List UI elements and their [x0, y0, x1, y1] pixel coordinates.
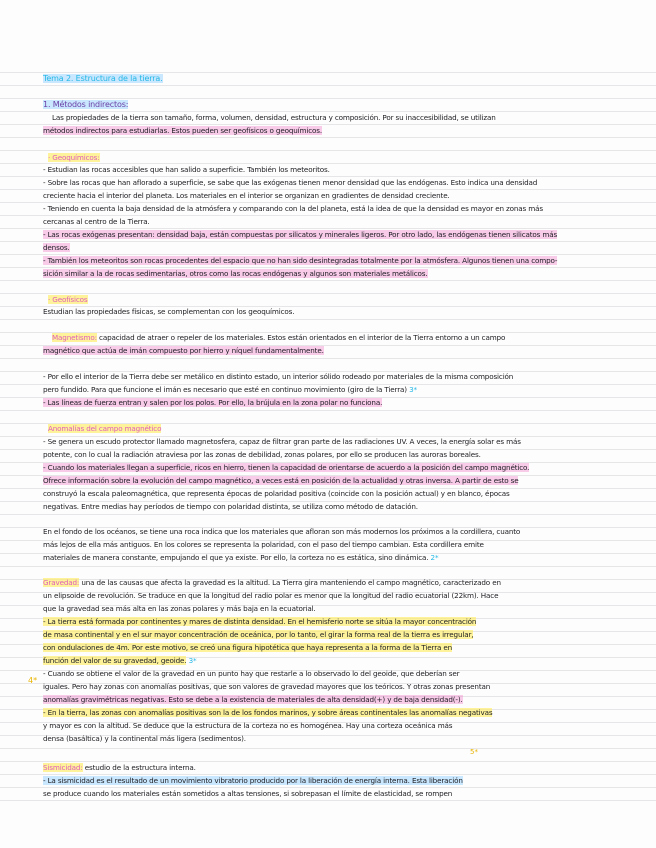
geoquimicos-line-text: - También los meteoritos son rocas procedentes del espacio que no han sido desintegradas totalmente por la atmósfera. Algunos tienen una compo-: [43, 256, 558, 265]
geofisicos-heading: [48, 295, 88, 305]
geoquimicos-line: [43, 256, 557, 266]
gravedad-line: [43, 617, 476, 627]
gravedad-line: un elipsoide de revolución. Se traduce en que la longitud del radio polar es menor que la longitud del radio ecuatorial (22km). Hace: [43, 591, 499, 600]
intro-line-1: Las propiedades de la tierra son tamaño, forma, volumen, densidad, estructura y composición. Por su inaccesibilidad, se utilizan: [52, 113, 496, 122]
anomalias-line: negativas. Entre medias hay períodos de tiempo con polaridad distinta, se utiliza como método de datación.: [43, 502, 418, 511]
gravedad-line-text: - La tierra está formada por continentes y mares de distinta densidad. En el hemisferio norte se sitúa la mayor concentración: [43, 617, 477, 626]
gravedad-line: y mayor es con la altitud. Se deduce que la estructura de la corteza no es homogénea. Hay una corteza oceánica más: [43, 721, 453, 730]
gravedad-line-text: densa (basáltica) y la continental más ligera (sedimentos).: [43, 734, 246, 743]
anomalias-line-text: - Cuando los materiales llegan a superficie, ricos en hierro, tienen la capacidad de orientarse de acuerdo a la posición del campo magnético.: [43, 463, 530, 472]
geoquimicos-line: - Sobre las rocas que han aflorado a superficie, se sabe que las exógenas tienen menor densidad que las endógenas. Esto indica una densidad: [43, 178, 538, 187]
magnetismo-term: Magnetismo:: [52, 333, 97, 342]
intro-line-2: [43, 126, 322, 136]
oceanos-line: más lejos de ella más antiguos. En los colores se representa la polaridad, con el paso del tiempo cambian. Esta cordillera emite: [43, 540, 484, 549]
anomalias-heading: [48, 424, 161, 434]
anomalias-line: potente, con lo cual la radiación atraviesa por las zonas de debilidad, zonas polares, por ello se producen las auroras boreales.: [43, 450, 481, 459]
anomalias-heading-text: Anomalías del campo magnético: [48, 424, 162, 433]
oceanos-line: [43, 553, 438, 563]
anomalias-line: [43, 463, 529, 473]
gravedad-line-text: de masa continental y en el sur mayor concentración de oceánica, por lo tanto, el girar la forma real de la tierra es irregular,: [43, 630, 474, 639]
footnote-mark: 2*: [430, 553, 439, 562]
magnetismo-line: [43, 398, 382, 408]
footnote-mark: 3*: [188, 656, 197, 665]
geoquimicos-line: - Teniendo en cuenta la baja densidad de la atmósfera y comparando con la del planeta, está la idea de que la densidad es mayor en zonas más: [43, 204, 543, 213]
gravedad-line-text: anomalías gravimétricas negativas. Esto se debe a la existencia de materiales de alta densidad(+) y de baja densidad(-).: [43, 695, 463, 704]
magnetismo-line-text: pero fundido. Para que funcione el imán es necesario que esté en continuo movimiento (giro de la Tierra): [43, 385, 407, 394]
footnote-mark: 5*: [470, 748, 478, 756]
gravedad-line-text: con ondulaciones de 4m. Por este motivo, se creó una figura hipotética que haya representa a la forma de la Tierra en: [43, 643, 453, 652]
margin-footnote-mark: 4*: [28, 676, 38, 685]
geofisicos-line: Estudian las propiedades físicas, se complementan con los geoquímicos.: [43, 307, 295, 316]
geoquimicos-line: creciente hacia el interior del planeta. Los materiales en el interior se organizan en gradientes de densidad creciente.: [43, 191, 450, 200]
gravedad-line: [43, 734, 246, 744]
geoquimicos-line: [43, 230, 557, 240]
geoquimicos-line: - Estudian las rocas accesibles que han salido a superficie. También los meteoritos.: [43, 165, 330, 174]
section-heading-metodos-text: 1. Métodos indirectos:: [43, 100, 129, 109]
geoquimicos-line: [43, 243, 70, 253]
gravedad-line: que la gravedad sea más alta en las zonas polares y más baja en la ecuatorial.: [43, 604, 316, 613]
bottom-margin: [0, 812, 656, 848]
intro-line-2-text: métodos indirectos para estudiarlas. Estos pueden ser geofísicos o geoquímicos.: [43, 126, 322, 135]
gravedad-line: [43, 630, 473, 640]
sismicidad-line: [43, 776, 463, 786]
gravedad-line: [43, 695, 463, 705]
geoquimicos-line-text: sición similar a la de rocas sedimentarias, otros como las rocas endógenas y algunos son materiales metálicos.: [43, 269, 428, 278]
sismicidad-line-text: - La sismicidad es el resultado de un movimiento vibratorio producido por la liberación de energía interna. Esta liberación: [43, 776, 463, 785]
magnetismo-line: - Por ello el interior de la Tierra debe ser metálico en distinto estado, un interior sólido rodeado por materiales de la misma composición: [43, 372, 514, 381]
gravedad-term: Gravedad:: [43, 578, 80, 587]
gravedad-line-text: función del valor de su gravedad, geoide.: [43, 656, 187, 665]
oceanos-line-text: materiales de manera constante, empujando el que ya existe. Por ello, la corteza no es estática, sino dinámica.: [43, 553, 429, 562]
magnetismo-line-text: - Las líneas de fuerza entran y salen por los polos. Por ello, la brújula en la zona polar no funciona.: [43, 398, 383, 407]
magnetismo-line: [43, 385, 417, 395]
sismicidad-line-1: [43, 763, 196, 773]
top-margin: [0, 0, 656, 66]
anomalias-line-text: Ofrece información sobre la evolución del campo magnético, a veces está en posición de la actualidad y otras inversa. A partir de esto se: [43, 476, 519, 485]
geoquimicos-line: [43, 269, 428, 279]
geoquimicos-heading-text: · Geoquímicos:: [48, 153, 100, 162]
geoquimicos-heading: [48, 153, 100, 163]
geoquimicos-line-text: densos.: [43, 243, 70, 252]
gravedad-line: [43, 643, 452, 653]
sismicidad-definition: estudio de la estructura interna.: [82, 763, 196, 772]
oceanos-line: En el fondo de los océanos, se tiene una roca indica que los materiales que afloran son más modernos los próximos a la cordillera, cuanto: [43, 527, 521, 536]
geoquimicos-line-text: - Las rocas exógenas presentan: densidad baja, están compuestas por silicatos y minerales ligeros. Por otro lado, las endógenas tienen silicatos más: [43, 230, 558, 239]
geoquimicos-line: cercanas al centro de la Tierra.: [43, 217, 150, 226]
magnetismo-line: [43, 346, 324, 356]
gravedad-definition: una de las causas que afecta la gravedad es la altitud. La Tierra gira manteniendo el campo magnético, caracterizado en: [79, 578, 501, 587]
sismicidad-term: Sismicidad:: [43, 763, 83, 772]
page-title-text: Tema 2. Estructura de la tierra.: [43, 74, 163, 83]
magnetismo-definition: capacidad de atraer o repeler de los materiales. Estos están orientados en el interior de la Tierra entorno a un campo: [96, 333, 506, 342]
page-title: [43, 74, 163, 84]
gravedad-line: [43, 708, 492, 718]
geofisicos-heading-text: · Geofísicos: [48, 295, 88, 304]
footnote-mark: 3*: [409, 385, 417, 394]
section-heading-metodos: [43, 100, 128, 110]
gravedad-line-1: [43, 578, 501, 588]
gravedad-line-text: - En la tierra, las zonas con anomalías positivas son la de los fondos marinos, y sobre áreas continentales las anomalías negativas: [43, 708, 493, 717]
magnetismo-line-1: [52, 333, 505, 343]
gravedad-line: [43, 656, 196, 666]
anomalias-line: [43, 476, 518, 486]
sismicidad-line: se produce cuando los materiales están sometidos a altas tensiones, si sobrepasan el límite de elasticidad, se rompen: [43, 789, 453, 798]
magnetismo-line-text: magnético que actúa de imán compuesto por hierro y níquel fundamentalmente.: [43, 346, 324, 355]
anomalias-line: - Se genera un escudo protector llamado magnetosfera, capaz de filtrar gran parte de las radiaciones UV. A veces, la energía solar es más: [43, 437, 521, 446]
gravedad-line: iguales. Pero hay zonas con anomalías positivas, que son valores de gravedad mayores que los teóricos. Y otras zonas presentan: [43, 682, 491, 691]
anomalias-line: construyó la escala paleomagnética, que representa épocas de polaridad positiva (coincide con la posición actual) y en blanco, épocas: [43, 489, 510, 498]
gravedad-line: - Cuando se obtiene el valor de la gravedad en un punto hay que restarle a lo observado lo del geoide, que deberían ser: [43, 669, 460, 678]
